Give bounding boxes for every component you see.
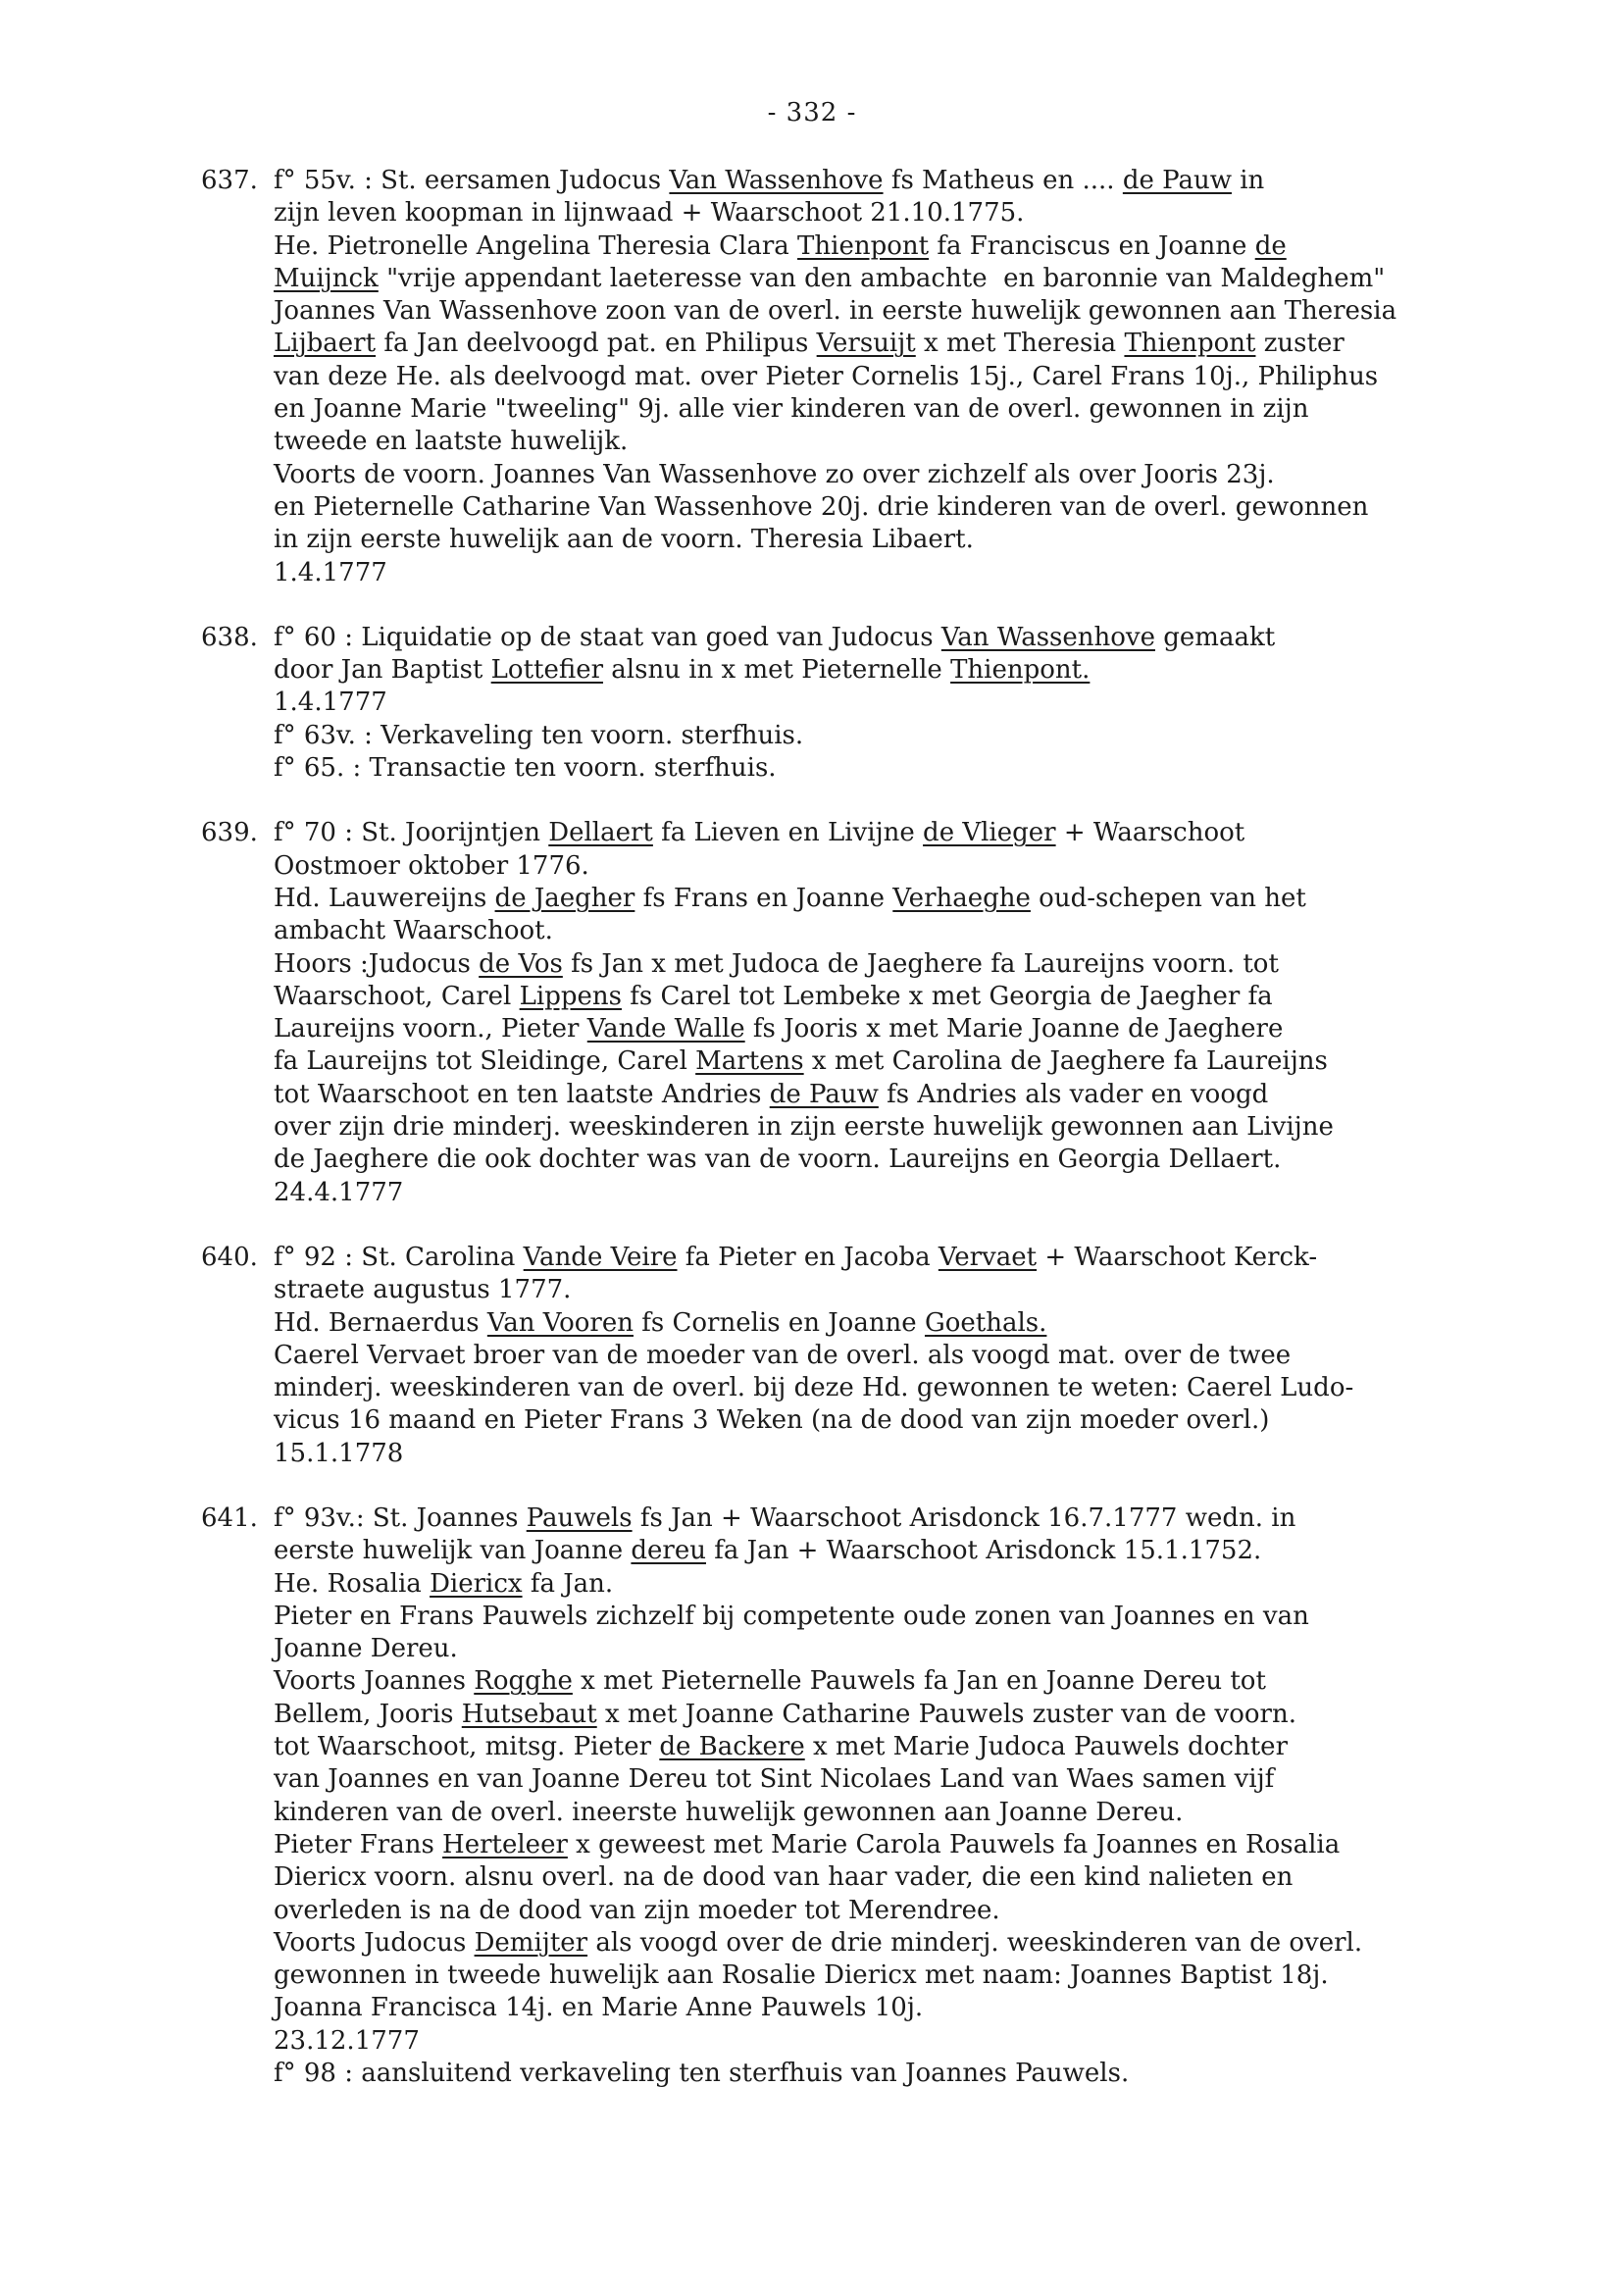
text-line — [274, 491, 1535, 524]
text-line — [274, 981, 1535, 1013]
text-segment: vicus 16 maand en Pieter Frans 3 Weken (na de dood van zijn moeder overl.) — [274, 1405, 1270, 1436]
entry — [201, 1502, 1535, 2090]
text-line — [274, 1927, 1535, 1960]
underlined-name: de Backere — [659, 1732, 805, 1762]
text-line — [274, 165, 1535, 197]
text-segment: fa Pieter en Jacoba — [677, 1242, 939, 1272]
text-segment: 24.4.1777 — [274, 1177, 404, 1207]
underlined-name: Vervaet — [938, 1242, 1038, 1272]
text-segment: fs Matheus en .... — [883, 166, 1123, 195]
text-line — [274, 1763, 1535, 1796]
text-line — [274, 1992, 1535, 2024]
text-line — [274, 1535, 1535, 1567]
text-line — [274, 948, 1535, 981]
text-segment: fa Jan. — [522, 1568, 614, 1599]
text-segment: oud-schepen van het — [1030, 883, 1306, 913]
text-segment: 23.12.1777 — [274, 2025, 420, 2056]
text-segment: Bellem, Jooris — [274, 1699, 462, 1729]
text-segment: fa Laureijns tot Sleidinge, Carel — [274, 1046, 696, 1077]
underlined-name: Hutsebaut — [461, 1699, 597, 1729]
text-segment: ambacht Waarschoot. — [274, 916, 553, 946]
underlined-name: Lijbaert — [274, 329, 377, 359]
underlined-name: Demijter — [474, 1927, 588, 1958]
text-line — [274, 1079, 1535, 1111]
entry — [201, 817, 1535, 1209]
text-line — [274, 459, 1535, 491]
underlined-name: Verhaeghe — [892, 883, 1031, 913]
text-segment: Joanna Francisca 14j. en Marie Anne Pauwels 10j. — [274, 1993, 924, 2023]
text-line — [274, 1665, 1535, 1698]
text-line — [274, 1633, 1535, 1665]
text-segment: gewonnen in tweede huwelijk aan Rosalie Diericx met naam: Joannes Baptist 18j. — [274, 1960, 1329, 1991]
text-line — [274, 817, 1535, 849]
text-line — [274, 915, 1535, 947]
underlined-name: Herteleer — [442, 1829, 568, 1859]
text-line — [274, 1829, 1535, 1861]
text-segment: + Waarschoot — [1055, 818, 1245, 848]
underlined-name: Van Vooren — [486, 1307, 634, 1338]
text-segment: x met Pieternelle Pauwels fa Jan en Joanne Dereu tot — [572, 1666, 1266, 1697]
text-line — [274, 622, 1535, 654]
text-line — [274, 1731, 1535, 1763]
text-segment: en Pieternelle Catharine Van Wassenhove 20j. drie kinderen van de overl. gewonnen — [274, 491, 1369, 522]
underlined-name: de — [1254, 230, 1287, 261]
text-segment: Hd. Lauwereijns — [274, 883, 495, 913]
text-segment: tot Waarschoot en ten laatste Andries — [274, 1079, 770, 1109]
text-segment: Diericx voorn. alsnu overl. na de dood van haar vader, die een kind nalieten en — [274, 1862, 1294, 1893]
text-segment: Oostmoer oktober 1776. — [274, 850, 589, 881]
text-segment: de Jaeghere die ook dochter was van de voorn. Laureijns en Georgia Dellaert. — [274, 1145, 1282, 1175]
underlined-name: Martens — [695, 1046, 804, 1077]
underlined-name: Muijnck — [274, 263, 379, 293]
text-line — [274, 2025, 1535, 2058]
entry — [201, 165, 1535, 589]
text-line — [274, 1601, 1535, 1633]
text-line — [274, 1797, 1535, 1829]
text-segment: in zijn eerste huwelijk aan de voorn. Theresia Libaert. — [274, 525, 974, 555]
text-segment: f° 60 : Liquidatie op de staat van goed van Judocus — [274, 622, 941, 652]
text-segment: Caerel Vervaet broer van de moeder van de overl. als voogd mat. over de twee — [274, 1340, 1292, 1370]
text-segment: fs Jan x met Judoca de Jaeghere fa Laureijns voorn. tot — [562, 948, 1279, 979]
text-segment: zijn leven koopman in lijnwaad + Waarschoot 21.10.1775. — [274, 198, 1025, 229]
text-line — [274, 1111, 1535, 1144]
underlined-name: de Vos — [479, 948, 563, 979]
text-segment: fs Carel tot Lembeke x met Georgia de Jaegher fa — [621, 981, 1273, 1011]
text-line — [274, 752, 1535, 785]
text-line — [274, 850, 1535, 883]
text-segment: x met Carolina de Jaeghere fa Laureijns — [803, 1046, 1328, 1077]
text-segment: fa Franciscus en Joanne — [929, 230, 1255, 261]
text-segment: f° 92 : St. Carolina — [274, 1242, 524, 1272]
entry-number: 638. — [201, 622, 258, 652]
text-segment: van Joannes en van Joanne Dereu tot Sint Nicolaes Land van Waes samen vijf — [274, 1764, 1275, 1795]
text-line — [274, 1045, 1535, 1078]
text-line — [274, 1502, 1535, 1535]
underlined-name: Rogghe — [474, 1666, 573, 1697]
text-line — [274, 1372, 1535, 1404]
underlined-name: de Jaegher — [494, 883, 635, 913]
text-segment: f° 55v. : St. eersamen Judocus — [274, 166, 670, 195]
underlined-name: de Vlieger — [923, 818, 1056, 848]
text-segment: Voorts Judocus — [274, 1927, 475, 1958]
underlined-name: Vande Veire — [523, 1242, 678, 1272]
text-segment: fs Jan + Waarschoot Arisdonck 16.7.1777 wedn. in — [632, 1502, 1296, 1533]
text-line — [274, 524, 1535, 556]
text-segment: alsnu in x met Pieternelle — [603, 655, 951, 686]
text-segment: Hoors :Judocus — [274, 948, 480, 979]
text-segment: fs Andries als vader en voogd — [878, 1079, 1269, 1109]
text-segment: eerste huwelijk van Joanne — [274, 1536, 632, 1566]
text-segment: 1.4.1777 — [274, 557, 387, 587]
entry — [201, 622, 1535, 785]
text-segment: kinderen van de overl. ineerste huwelijk gewonnen aan Joanne Dereu. — [274, 1797, 1184, 1827]
text-segment: in — [1231, 166, 1265, 195]
text-segment: en Joanne Marie "tweeling" 9j. alle vier kinderen van de overl. gewonnen in zijn — [274, 394, 1309, 425]
text-segment: f° 65. : Transactie ten voorn. sterfhuis. — [274, 753, 777, 784]
entry-number: 641. — [201, 1502, 258, 1533]
text-line — [274, 1274, 1535, 1306]
text-line — [274, 197, 1535, 229]
text-segment: over zijn drie minderj. weeskinderen in zijn eerste huwelijk gewonnen aan Livijne — [274, 1112, 1334, 1143]
text-segment: gemaakt — [1155, 622, 1276, 652]
text-line — [274, 1895, 1535, 1927]
text-segment: x geweest met Marie Carola Pauwels fa Joannes en Rosalia — [567, 1829, 1341, 1859]
text-segment: tweede en laatste huwelijk. — [274, 427, 629, 457]
entry-number: 639. — [201, 818, 258, 848]
text-segment: x met Theresia — [915, 329, 1125, 359]
text-segment: overleden is na de dood van zijn moeder tot Merendree. — [274, 1895, 1000, 1925]
text-segment: straete augustus 1777. — [274, 1275, 572, 1305]
text-segment: f° 63v. : Verkaveling ten voorn. sterfhuis. — [274, 720, 804, 750]
text-line — [274, 883, 1535, 915]
underlined-name: Lippens — [519, 981, 622, 1011]
text-segment: + Waarschoot Kerck- — [1037, 1242, 1318, 1272]
underlined-name: Versuijt — [816, 329, 916, 359]
text-line — [274, 263, 1535, 295]
text-segment: Waarschoot, Carel — [274, 981, 520, 1011]
text-segment: fa Jan deelvoogd pat. en Philipus — [376, 329, 817, 359]
text-line — [274, 1438, 1535, 1470]
text-line — [274, 1144, 1535, 1176]
entry — [201, 1242, 1535, 1470]
text-line — [274, 2058, 1535, 2090]
text-segment: f° 93v.: St. Joannes — [274, 1502, 527, 1533]
text-line — [274, 1568, 1535, 1601]
text-segment: Joanne Dereu. — [274, 1634, 458, 1664]
underlined-name: Thienpont. — [950, 655, 1091, 686]
text-segment: minderj. weeskinderen van de overl. bij deze Hd. gewonnen te weten: Caerel Ludo- — [274, 1373, 1354, 1403]
underlined-name: Pauwels — [526, 1502, 633, 1533]
text-segment: fa Lieven en Livijne — [652, 818, 924, 848]
text-segment: Hd. Bernaerdus — [274, 1307, 487, 1338]
text-segment: Pieter Frans — [274, 1829, 443, 1859]
text-segment: f° 98 : aansluitend verkaveling ten sterfhuis van Joannes Pauwels. — [274, 2059, 1130, 2089]
text-line — [274, 1861, 1535, 1894]
text-segment: "vrije appendant laeteresse van den ambachte en baronnie van Maldeghem" — [378, 263, 1386, 293]
text-segment: Pieter en Frans Pauwels zichzelf bij competente oude zonen van Joannes en van — [274, 1601, 1309, 1631]
underlined-name: Vande Walle — [586, 1014, 745, 1044]
text-segment: x met Joanne Catharine Pauwels zuster van de voorn. — [596, 1699, 1296, 1729]
text-line — [274, 1013, 1535, 1045]
text-line — [274, 295, 1535, 328]
text-line — [274, 230, 1535, 263]
text-segment: fs Cornelis en Joanne — [634, 1307, 925, 1338]
underlined-name: Dellaert — [548, 818, 653, 848]
text-segment: fs Jooris x met Marie Joanne de Jaeghere — [744, 1014, 1284, 1044]
text-segment: x met Marie Judoca Pauwels dochter — [804, 1732, 1288, 1762]
underlined-name: Thienpont — [797, 230, 930, 261]
text-segment: He. Rosalia — [274, 1568, 431, 1599]
underlined-name: Van Wassenhove — [940, 622, 1155, 652]
text-segment: Laureijns voorn., Pieter — [274, 1014, 587, 1044]
text-line — [274, 720, 1535, 752]
text-segment: Voorts Joannes — [274, 1666, 475, 1697]
text-line — [274, 1340, 1535, 1372]
text-line — [274, 1307, 1535, 1340]
text-segment: zuster — [1255, 329, 1345, 359]
text-line — [274, 1404, 1535, 1437]
text-line — [274, 557, 1535, 589]
text-line — [274, 1699, 1535, 1731]
text-segment: Joannes Van Wassenhove zoon van de overl. in eerste huwelijk gewonnen aan Theresia — [274, 296, 1397, 327]
text-segment: als voogd over de drie minderj. weeskinderen van de overl. — [587, 1927, 1363, 1958]
text-line — [274, 1242, 1535, 1274]
underlined-name: de Pauw — [769, 1079, 879, 1109]
text-segment: He. Pietronelle Angelina Theresia Clara — [274, 230, 798, 261]
text-line — [274, 361, 1535, 393]
text-segment: fa Jan + Waarschoot Arisdonck 15.1.1752. — [706, 1536, 1262, 1566]
underlined-name: dereu — [631, 1536, 706, 1566]
text-segment: fs Frans en Joanne — [634, 883, 893, 913]
text-segment: door Jan Baptist — [274, 655, 491, 686]
text-line — [274, 393, 1535, 426]
text-segment: Voorts de voorn. Joannes Van Wassenhove zo over zichzelf als over Jooris 23j. — [274, 459, 1275, 489]
entry-number: 637. — [201, 166, 258, 195]
text-line — [274, 687, 1535, 719]
underlined-name: Thienpont — [1124, 329, 1256, 359]
text-line — [274, 1960, 1535, 1992]
text-segment: 15.1.1778 — [274, 1438, 404, 1468]
underlined-name: Diericx — [430, 1568, 523, 1599]
text-line — [274, 328, 1535, 360]
entry-number: 640. — [201, 1242, 258, 1272]
text-segment: f° 70 : St. Joorijntjen — [274, 818, 549, 848]
underlined-name: de Pauw — [1122, 166, 1232, 195]
text-line — [274, 654, 1535, 687]
underlined-name: Lottefier — [490, 655, 604, 686]
underlined-name: Van Wassenhove — [669, 166, 884, 195]
underlined-name: Goethals. — [924, 1307, 1047, 1338]
text-segment: 1.4.1777 — [274, 687, 387, 718]
text-line — [274, 426, 1535, 458]
page-number: - 332 - — [767, 98, 857, 127]
text-segment: tot Waarschoot, mitsg. Pieter — [274, 1732, 660, 1762]
text-segment: van deze He. als deelvoogd mat. over Pieter Cornelis 15j., Carel Frans 10j., Philiphus — [274, 361, 1379, 391]
text-line — [274, 1177, 1535, 1209]
entries-list — [201, 165, 1535, 2122]
